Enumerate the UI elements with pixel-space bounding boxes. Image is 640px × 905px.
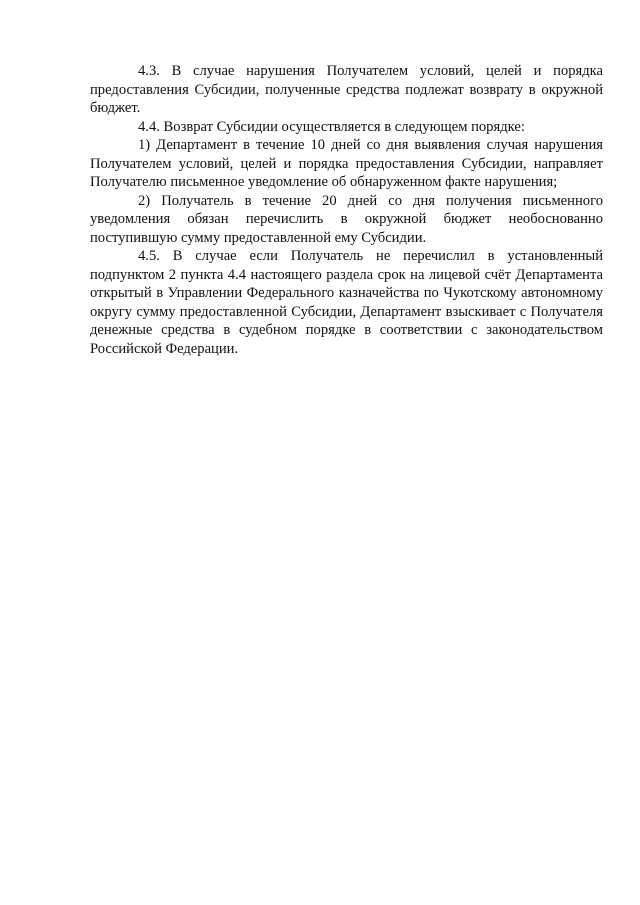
paragraph-4-5: 4.5. В случае если Получатель не перечислил в установленный подпунктом 2 пункта 4.4 настоящего раздела срок на лицевой счёт Департамента открытый в Управлении Федерального казначейства по Чукотскому автономному округу сумму предоставленной Субсидии, Департамент взыскивает с Получателя денежные средства в судебном порядке в соответствии с законодательством Российской Федерации. [90,248,603,357]
paragraph-4-3: 4.3. В случае нарушения Получателем условий, целей и порядка предоставления Субсидии, полученные средства подлежат возврату в окружной бюджет. [90,63,603,116]
document-body [90,62,603,358]
paragraph-4-4-item-2: 2) Получатель в течение 20 дней со дня получения письменного уведомления обязан перечислить в окружной бюджет необоснованно поступившую сумму предоставленной ему Субсидии. [90,192,603,246]
paragraph-4-4: 4.4. Возврат Субсидии осуществляется в следующем порядке: [138,118,525,135]
paragraph-4-4-item-1: 1) Департамент в течение 10 дней со дня выявления случая нарушения Получателем условий, целей и порядка предоставления Субсидии, направляет Получателю письменное уведомление об обнаруженном факте нарушения; [90,137,603,190]
